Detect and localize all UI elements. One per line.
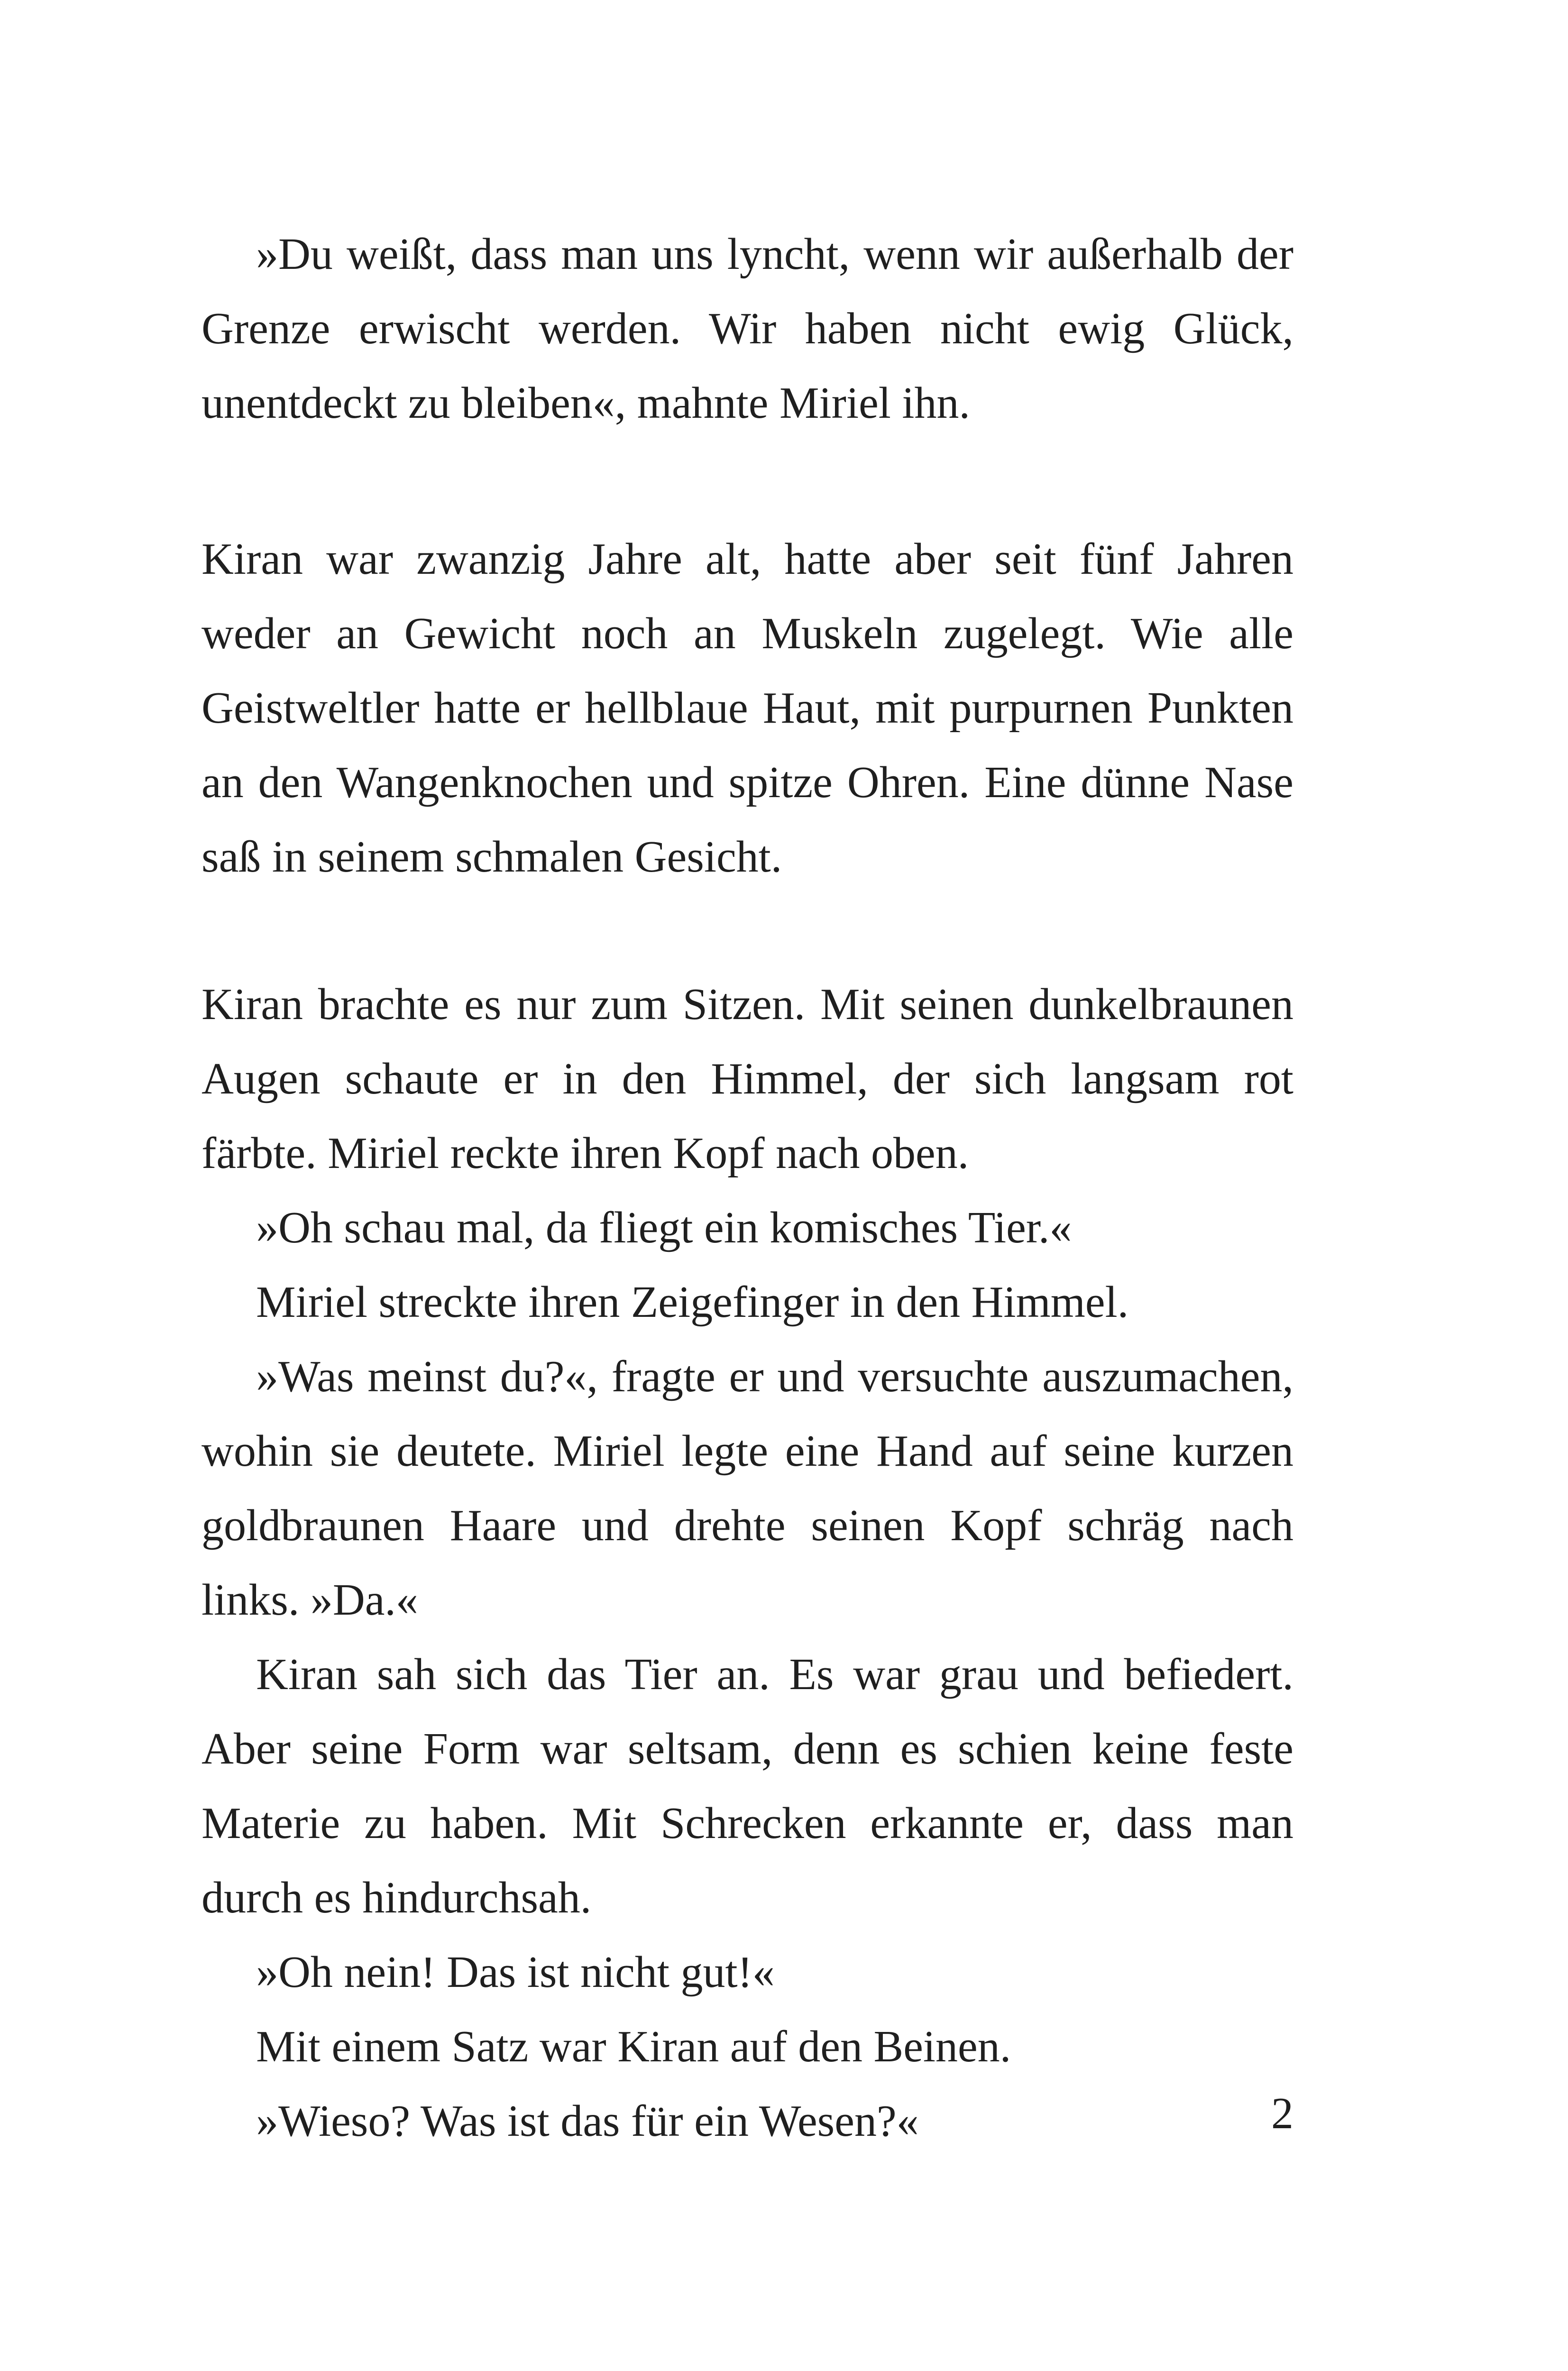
paragraph: »Oh schau mal, da fliegt ein komisches Tier.« <box>256 1203 1072 1252</box>
paragraph: Kiran brachte es nur zum Sitzen. Mit seinen dunkelbraunen Augen schaute er in den Himmel, der sich langsam rot färbte. Miriel reckte ihren Kopf nach oben. <box>202 980 1293 1178</box>
paragraph: »Du weißt, dass man uns lyncht, wenn wir außerhalb der Grenze erwischt werden. Wir haben nicht ewig Glück, unentdeckt zu bleiben«, mahnte Miriel ihn. <box>202 230 1293 428</box>
paragraph: Mit einem Satz war Kiran auf den Beinen. <box>256 2022 1011 2071</box>
paragraph: »Was meinst du?«, fragte er und versuchte auszumachen, wohin sie deutete. Miriel legte eine Hand auf seine kurzen goldbraunen Haare und drehte seinen Kopf schräg nach links. »Da.« <box>202 1352 1293 1625</box>
page-number: 2 <box>1271 2089 1293 2138</box>
paragraph: Miriel streckte ihren Zeigefinger in den Himmel. <box>256 1277 1129 1327</box>
paragraph: Kiran war zwanzig Jahre alt, hatte aber seit fünf Jahren weder an Gewicht noch an Muskeln zugelegt. Wie alle Geistweltler hatte er hellblaue Haut, mit purpurnen Punkten an den Wangenknochen und spitze Ohren. Eine dünne Nase saß in seinem schmalen Gesicht. <box>202 534 1293 882</box>
text-section-3 <box>202 967 1293 2159</box>
text-section-2 <box>202 522 1293 894</box>
paragraph: Kiran sah sich das Tier an. Es war grau und befiedert. Aber seine Form war seltsam, denn es schien keine feste Materie zu haben. Mit Schrecken erkannte er, dass man durch es hindurchsah. <box>202 1650 1293 1922</box>
text-section-1 <box>202 217 1293 441</box>
paragraph: »Wieso? Was ist das für ein Wesen?« <box>256 2096 919 2146</box>
paragraph: »Oh nein! Das ist nicht gut!« <box>256 1948 775 1997</box>
